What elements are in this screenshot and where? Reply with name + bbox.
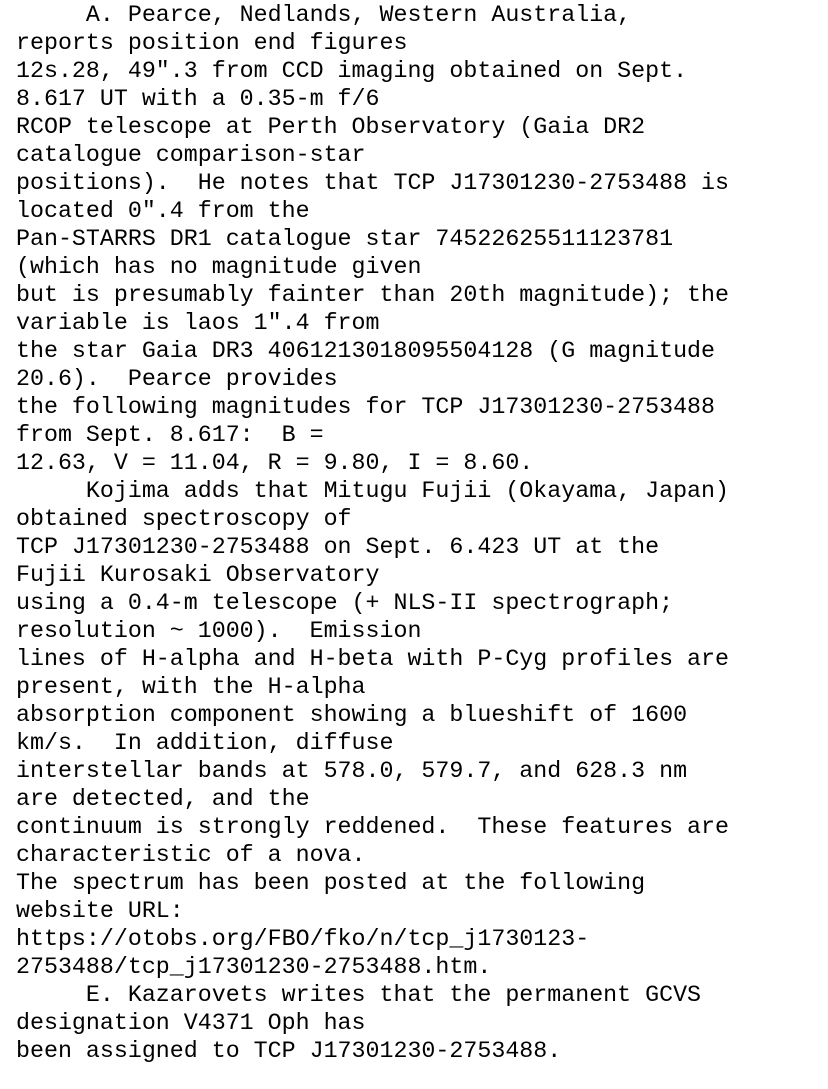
text-line: continuum is strongly reddened. These features are [16,814,730,840]
text-line: TCP J17301230-2753488 on Sept. 6.423 UT at the [16,534,660,560]
text-line: E. Kazarovets writes that the permanent GCVS [16,982,702,1008]
text-line: (which has no magnitude given [16,254,422,280]
text-line: reports position end figures [16,30,408,56]
text-line: https://otobs.org/FBO/fko/n/tcp_j1730123- [16,926,590,952]
text-line: Kojima adds that Mitugu Fujii (Okayama, Japan) [16,478,730,504]
text-line: are detected, and the [16,786,310,812]
text-line: A. Pearce, Nedlands, Western Australia, [16,2,632,28]
text-line: obtained spectroscopy of [16,506,352,532]
text-line: 12s.28, 49".3 from CCD imaging obtained on Sept. [16,58,688,84]
text-line: characteristic of a nova. [16,842,366,868]
text-line: present, with the H-alpha [16,674,366,700]
text-line: been assigned to TCP J17301230-2753488. [16,1038,562,1064]
text-line: catalogue comparison-star [16,142,366,168]
text-line: 2753488/tcp_j17301230-2753488.htm. [16,954,492,980]
text-line: the star Gaia DR3 4061213018095504128 (G magnitude [16,338,716,364]
text-line: absorption component showing a blueshift of 1600 [16,702,688,728]
text-line: The spectrum has been posted at the following [16,870,646,896]
text-line: but is presumably fainter than 20th magnitude); the [16,282,730,308]
text-line: lines of H-alpha and H-beta with P-Cyg profiles are [16,646,730,672]
text-line: km/s. In addition, diffuse [16,730,394,756]
text-line: resolution ~ 1000). Emission [16,618,422,644]
text-line: positions). He notes that TCP J17301230-2753488 is [16,170,730,196]
text-line: using a 0.4-m telescope (+ NLS-II spectrograph; [16,590,674,616]
text-line: Fujii Kurosaki Observatory [16,562,380,588]
text-line: 8.617 UT with a 0.35-m f/6 [16,86,380,112]
text-line: the following magnitudes for TCP J17301230-2753488 [16,394,716,420]
text-line: variable is laos 1".4 from [16,310,380,336]
text-line: website URL: [16,898,184,924]
text-line: from Sept. 8.617: B = [16,422,324,448]
text-line: located 0".4 from the [16,198,310,224]
text-line: designation V4371 Oph has [16,1010,366,1036]
text-line: interstellar bands at 578.0, 579.7, and 628.3 nm [16,758,688,784]
text-line: 12.63, V = 11.04, R = 9.80, I = 8.60. [16,450,534,476]
text-line: 20.6). Pearce provides [16,366,338,392]
document-text [16,1,826,1065]
text-line: Pan-STARRS DR1 catalogue star 74522625511123781 [16,226,674,252]
text-line: RCOP telescope at Perth Observatory (Gaia DR2 [16,114,646,140]
